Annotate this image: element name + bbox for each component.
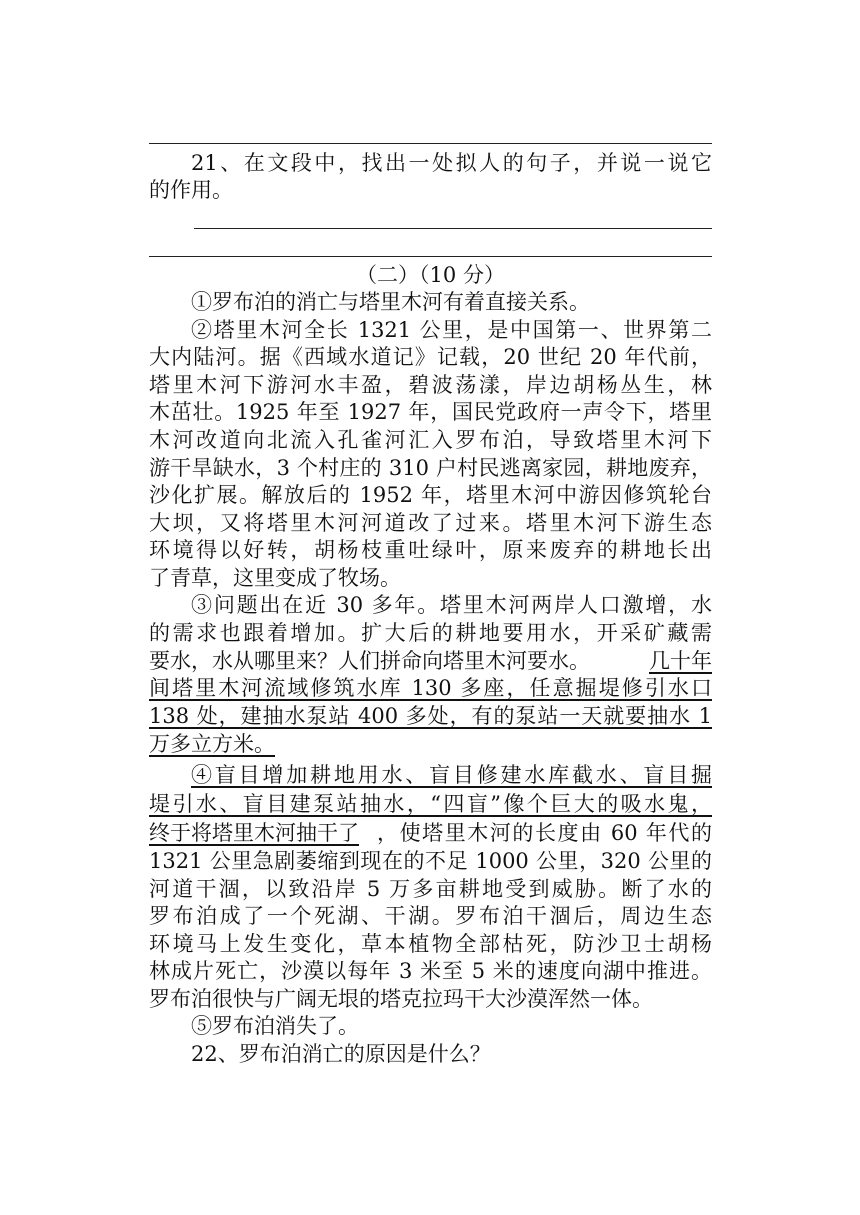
paragraph-3-line: 要水，水从哪里来？人们拼命向塔里木河要水。 bbox=[149, 649, 590, 673]
paragraph-2-line: 了青草，这里变成了牧场。 bbox=[149, 566, 401, 590]
paragraph-5: ⑤罗布泊消失了。 bbox=[191, 1014, 359, 1038]
paragraph-1: ①罗布泊的消亡与塔里木河有着直接关系。 bbox=[191, 290, 590, 314]
underlined-text: 万多立方米。 bbox=[149, 732, 275, 756]
section-heading: （二）（10 分） bbox=[356, 263, 505, 287]
paragraph-2-line: 木茁壮。1925 年至 1927 年，国民党政府一声令下，塔里 bbox=[149, 400, 712, 424]
paragraph-2-line: 环境得以好转，胡杨枝重吐绿叶，原来废弃的耕地长出 bbox=[149, 538, 712, 562]
paragraph-2-line: ②塔里木河全长 1321 公里，是中国第一、世界第二 bbox=[191, 318, 712, 342]
underlined-sentence: 终于将塔里木河抽干了 bbox=[149, 821, 359, 845]
paragraph-4-line: 1321 公里急剧萎缩到现在的不足 1000 公里，320 公里的 bbox=[149, 849, 712, 873]
question-22: 22、罗布泊消亡的原因是什么？ bbox=[191, 1042, 491, 1066]
paragraph-4-line: 环境马上发生变化，草本植物全部枯死，防沙卫士胡杨 bbox=[149, 932, 712, 956]
paragraph-2-line: 大坝，又将塔里木河河道改了过来。塔里木河下游生态 bbox=[149, 511, 712, 535]
paragraph-4-line: 河道干涸，以致沿岸 5 万多亩耕地受到威胁。断了水的 bbox=[149, 877, 712, 901]
question-21-line-2: 的作用。 bbox=[149, 178, 233, 202]
paragraph-4-line: 林成片死亡，沙漠以每年 3 米至 5 米的速度向湖中推进。 bbox=[149, 959, 712, 983]
paragraph-3-line: 的需求也跟着增加。扩大后的耕地要用水，开采矿藏需 bbox=[149, 621, 712, 645]
paragraph-3-line: ③问题出在近 30 多年。塔里木河两岸人口激增，水 bbox=[191, 593, 712, 617]
underlined-sentence: 几十年 bbox=[649, 649, 712, 673]
paragraph-4-line: ，使塔里木河的长度由 60 年代的 bbox=[377, 821, 712, 845]
paragraph-2-line: 木河改道向北流入孔雀河汇入罗布泊，导致塔里木河下 bbox=[149, 428, 712, 452]
underlined-sentence: 138 处，建抽水泵站 400 多处，有的泵站一天就要抽水 1 bbox=[149, 704, 712, 728]
underlined-sentence: 间塔里木河流域修筑水库 130 多座，任意掘堤修引水口 bbox=[149, 676, 712, 700]
answer-line bbox=[149, 143, 712, 144]
answer-line[interactable] bbox=[149, 256, 712, 257]
question-21-line-1: 21、在文段中，找出一处拟人的句子，并说一说它 bbox=[191, 151, 712, 175]
underlined-sentence bbox=[149, 731, 712, 757]
underlined-sentence: 堤引水、盲目建泵站抽水，“四盲”像个巨大的吸水鬼， bbox=[149, 792, 712, 816]
paragraph-2-line: 大内陆河。据《西域水道记》记载，20 世纪 20 年代前， bbox=[149, 345, 712, 369]
answer-line[interactable] bbox=[194, 228, 712, 229]
paragraph-2-line: 沙化扩展。解放后的 1952 年，塔里木河中游因修筑轮台 bbox=[149, 483, 712, 507]
paragraph-2-line: 塔里木河下游河水丰盈，碧波荡漾，岸边胡杨丛生，林 bbox=[149, 373, 712, 397]
paragraph-2-line: 游干旱缺水，3 个村庄的 310 户村民逃离家园，耕地废弃， bbox=[149, 456, 712, 480]
underlined-sentence: ④盲目增加耕地用水、盲目修建水库截水、盲目掘 bbox=[191, 763, 712, 787]
paragraph-4-line: 罗布泊成了一个死湖、干湖。罗布泊干涸后，周边生态 bbox=[149, 904, 712, 928]
paragraph-4-line: 罗布泊很快与广阔无垠的塔克拉玛干大沙漠浑然一体。 bbox=[149, 987, 653, 1011]
